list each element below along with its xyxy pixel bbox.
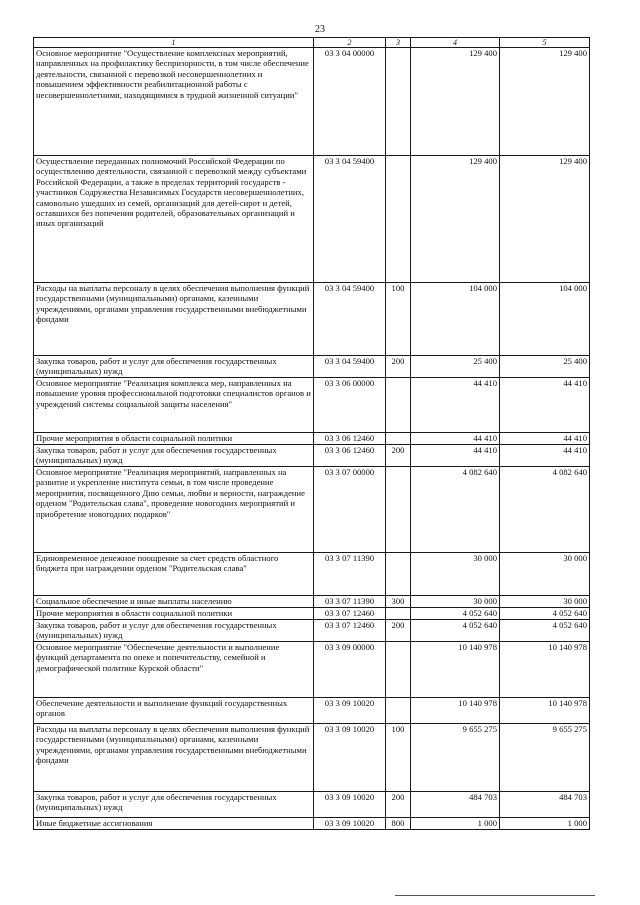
row-sum-1: 4 052 640: [411, 620, 500, 642]
row-sum-1: 4 082 640: [411, 467, 500, 553]
row-sum-2: 484 703: [500, 792, 590, 818]
row-sum-1: 44 410: [411, 378, 500, 433]
row-sum-1: 104 000: [411, 283, 500, 356]
row-sum-2: 129 400: [500, 48, 590, 156]
row-name: Основное мероприятие "Реализация комплекса мер, направленных на повышение уровня профессиональной подготовки специалистов органов и учреждений системы социальной защиты населения": [34, 378, 314, 433]
row-sum-1: 129 400: [411, 156, 500, 283]
row-expense-type: [386, 553, 411, 596]
row-code: 03 3 04 00000: [314, 48, 386, 156]
row-name: Закупка товаров, работ и услуг для обеспечения государственных (муниципальных) нужд: [34, 620, 314, 642]
row-sum-1: 25 400: [411, 356, 500, 378]
table-header-row: [34, 38, 590, 48]
row-expense-type: 800: [386, 818, 411, 830]
table-row: [34, 48, 590, 156]
row-name: Единовременное денежное поощрение за счет средств областного бюджета при награждении орденом "Родительская слава": [34, 553, 314, 596]
row-sum-2: 9 655 275: [500, 724, 590, 792]
bottom-rule: [395, 895, 595, 896]
row-sum-2: 30 000: [500, 596, 590, 608]
row-code: 03 3 07 12460: [314, 620, 386, 642]
row-sum-1: 4 052 640: [411, 608, 500, 620]
row-code: 03 3 07 11390: [314, 596, 386, 608]
row-name: Социальное обеспечение и иные выплаты населению: [34, 596, 314, 608]
row-sum-1: 129 400: [411, 48, 500, 156]
row-name: Прочие мероприятия в области социальной политики: [34, 433, 314, 445]
row-expense-type: 100: [386, 283, 411, 356]
row-code: 03 3 09 10020: [314, 698, 386, 724]
table-row: [34, 356, 590, 378]
row-expense-type: [386, 378, 411, 433]
row-sum-2: 44 410: [500, 433, 590, 445]
table-row: [34, 378, 590, 433]
table-row: [34, 620, 590, 642]
row-name: Обеспечение деятельности и выполнение функций государственных органов: [34, 698, 314, 724]
row-sum-1: 9 655 275: [411, 724, 500, 792]
row-sum-2: 1 000: [500, 818, 590, 830]
row-name: Закупка товаров, работ и услуг для обеспечения государственных (муниципальных) нужд: [34, 792, 314, 818]
row-sum-2: 44 410: [500, 378, 590, 433]
row-name: Основное мероприятие "Реализация мероприятий, направленных на развитие и укрепление института семьи, в том числе проведение мероприятия, посвященного Дню семьи, любви и верности, награждение орденом "Родительская слава", проведение новогодних мероприятий и приобретение новогодних подарков": [34, 467, 314, 553]
table-row: [34, 724, 590, 792]
row-expense-type: 300: [386, 596, 411, 608]
table-row: [34, 818, 590, 830]
row-expense-type: [386, 698, 411, 724]
row-code: 03 3 04 59400: [314, 156, 386, 283]
row-expense-type: 200: [386, 792, 411, 818]
row-sum-1: 44 410: [411, 445, 500, 467]
row-expense-type: [386, 156, 411, 283]
row-code: 03 3 09 10020: [314, 818, 386, 830]
row-sum-1: 10 140 978: [411, 698, 500, 724]
row-sum-2: 30 000: [500, 553, 590, 596]
row-name: Прочие мероприятия в области социальной политики: [34, 608, 314, 620]
row-sum-1: 10 140 978: [411, 642, 500, 698]
table-row: [34, 698, 590, 724]
row-expense-type: [386, 642, 411, 698]
row-sum-2: 10 140 978: [500, 698, 590, 724]
row-expense-type: 200: [386, 620, 411, 642]
row-code: 03 3 09 10020: [314, 724, 386, 792]
row-sum-2: 44 410: [500, 445, 590, 467]
row-sum-1: 484 703: [411, 792, 500, 818]
budget-table: [33, 37, 590, 830]
row-name: Закупка товаров, работ и услуг для обеспечения государственных (муниципальных) нужд: [34, 356, 314, 378]
row-sum-2: 4 052 640: [500, 620, 590, 642]
row-code: 03 3 06 12460: [314, 445, 386, 467]
row-code: 03 3 09 00000: [314, 642, 386, 698]
row-sum-1: 44 410: [411, 433, 500, 445]
row-code: 03 3 07 11390: [314, 553, 386, 596]
header-col-1: 1: [34, 38, 314, 48]
row-name: Осуществление переданных полномочий Российской Федерации по осуществлению деятельности, связанной с перевозкой между субъектами Российской Федерации, а также в пределах территорий государств - участников Содружества Независимых Государств несовершеннолетних, самовольно ушедших из семей, организаций для детей-сирот и детей, оставшихся без попечения родителей, образовательных организаций и иных организаций: [34, 156, 314, 283]
row-name: Основное мероприятие "Обеспечение деятельности и выполнение функций департамента по опеке и попечительству, семейной и демографической политике Курской области": [34, 642, 314, 698]
header-col-5: 5: [500, 38, 590, 48]
header-col-4: 4: [411, 38, 500, 48]
table-row: [34, 596, 590, 608]
row-code: 03 3 07 00000: [314, 467, 386, 553]
row-name: Расходы на выплаты персоналу в целях обеспечения выполнения функций государственными (муниципальными) органами, казенными учреждениями, органами управления государственными внебюджетными фондами: [34, 724, 314, 792]
row-sum-2: 4 082 640: [500, 467, 590, 553]
row-name: Расходы на выплаты персоналу в целях обеспечения выполнения функций государственными (муниципальными) органами, казенными учреждениями, органами управления государственными внебюджетными фондами: [34, 283, 314, 356]
row-code: 03 3 09 10020: [314, 792, 386, 818]
row-name: Закупка товаров, работ и услуг для обеспечения государственных (муниципальных) нужд: [34, 445, 314, 467]
row-expense-type: 200: [386, 356, 411, 378]
row-sum-2: 129 400: [500, 156, 590, 283]
row-expense-type: [386, 433, 411, 445]
table-row: [34, 553, 590, 596]
row-expense-type: [386, 467, 411, 553]
table-row: [34, 792, 590, 818]
row-code: 03 3 04 59400: [314, 356, 386, 378]
row-name: Иные бюджетные ассигнования: [34, 818, 314, 830]
row-expense-type: 100: [386, 724, 411, 792]
row-expense-type: 200: [386, 445, 411, 467]
row-code: 03 3 06 12460: [314, 433, 386, 445]
row-sum-1: 1 000: [411, 818, 500, 830]
row-name: Основное мероприятие "Осуществление комплексных мероприятий, направленных на профилактику беспризорности, в том числе обеспечение деятельности, связанной с перевозкой несовершеннолетних и повышением эффективности реабилитационной работы с несовершеннолетними, находящимися в трудной жизненной ситуации": [34, 48, 314, 156]
row-expense-type: [386, 48, 411, 156]
row-sum-2: 10 140 978: [500, 642, 590, 698]
table-row: [34, 608, 590, 620]
row-sum-1: 30 000: [411, 553, 500, 596]
row-sum-2: 25 400: [500, 356, 590, 378]
table-row: [34, 467, 590, 553]
table-row: [34, 445, 590, 467]
row-sum-2: 4 052 640: [500, 608, 590, 620]
row-code: 03 3 06 00000: [314, 378, 386, 433]
header-col-3: 3: [386, 38, 411, 48]
row-expense-type: [386, 608, 411, 620]
row-code: 03 3 07 12460: [314, 608, 386, 620]
row-code: 03 3 04 59400: [314, 283, 386, 356]
table-row: [34, 433, 590, 445]
page-number: 23: [315, 24, 325, 35]
header-col-2: 2: [314, 38, 386, 48]
row-sum-1: 30 000: [411, 596, 500, 608]
row-sum-2: 104 000: [500, 283, 590, 356]
table-row: [34, 283, 590, 356]
table-row: [34, 156, 590, 283]
table-row: [34, 642, 590, 698]
